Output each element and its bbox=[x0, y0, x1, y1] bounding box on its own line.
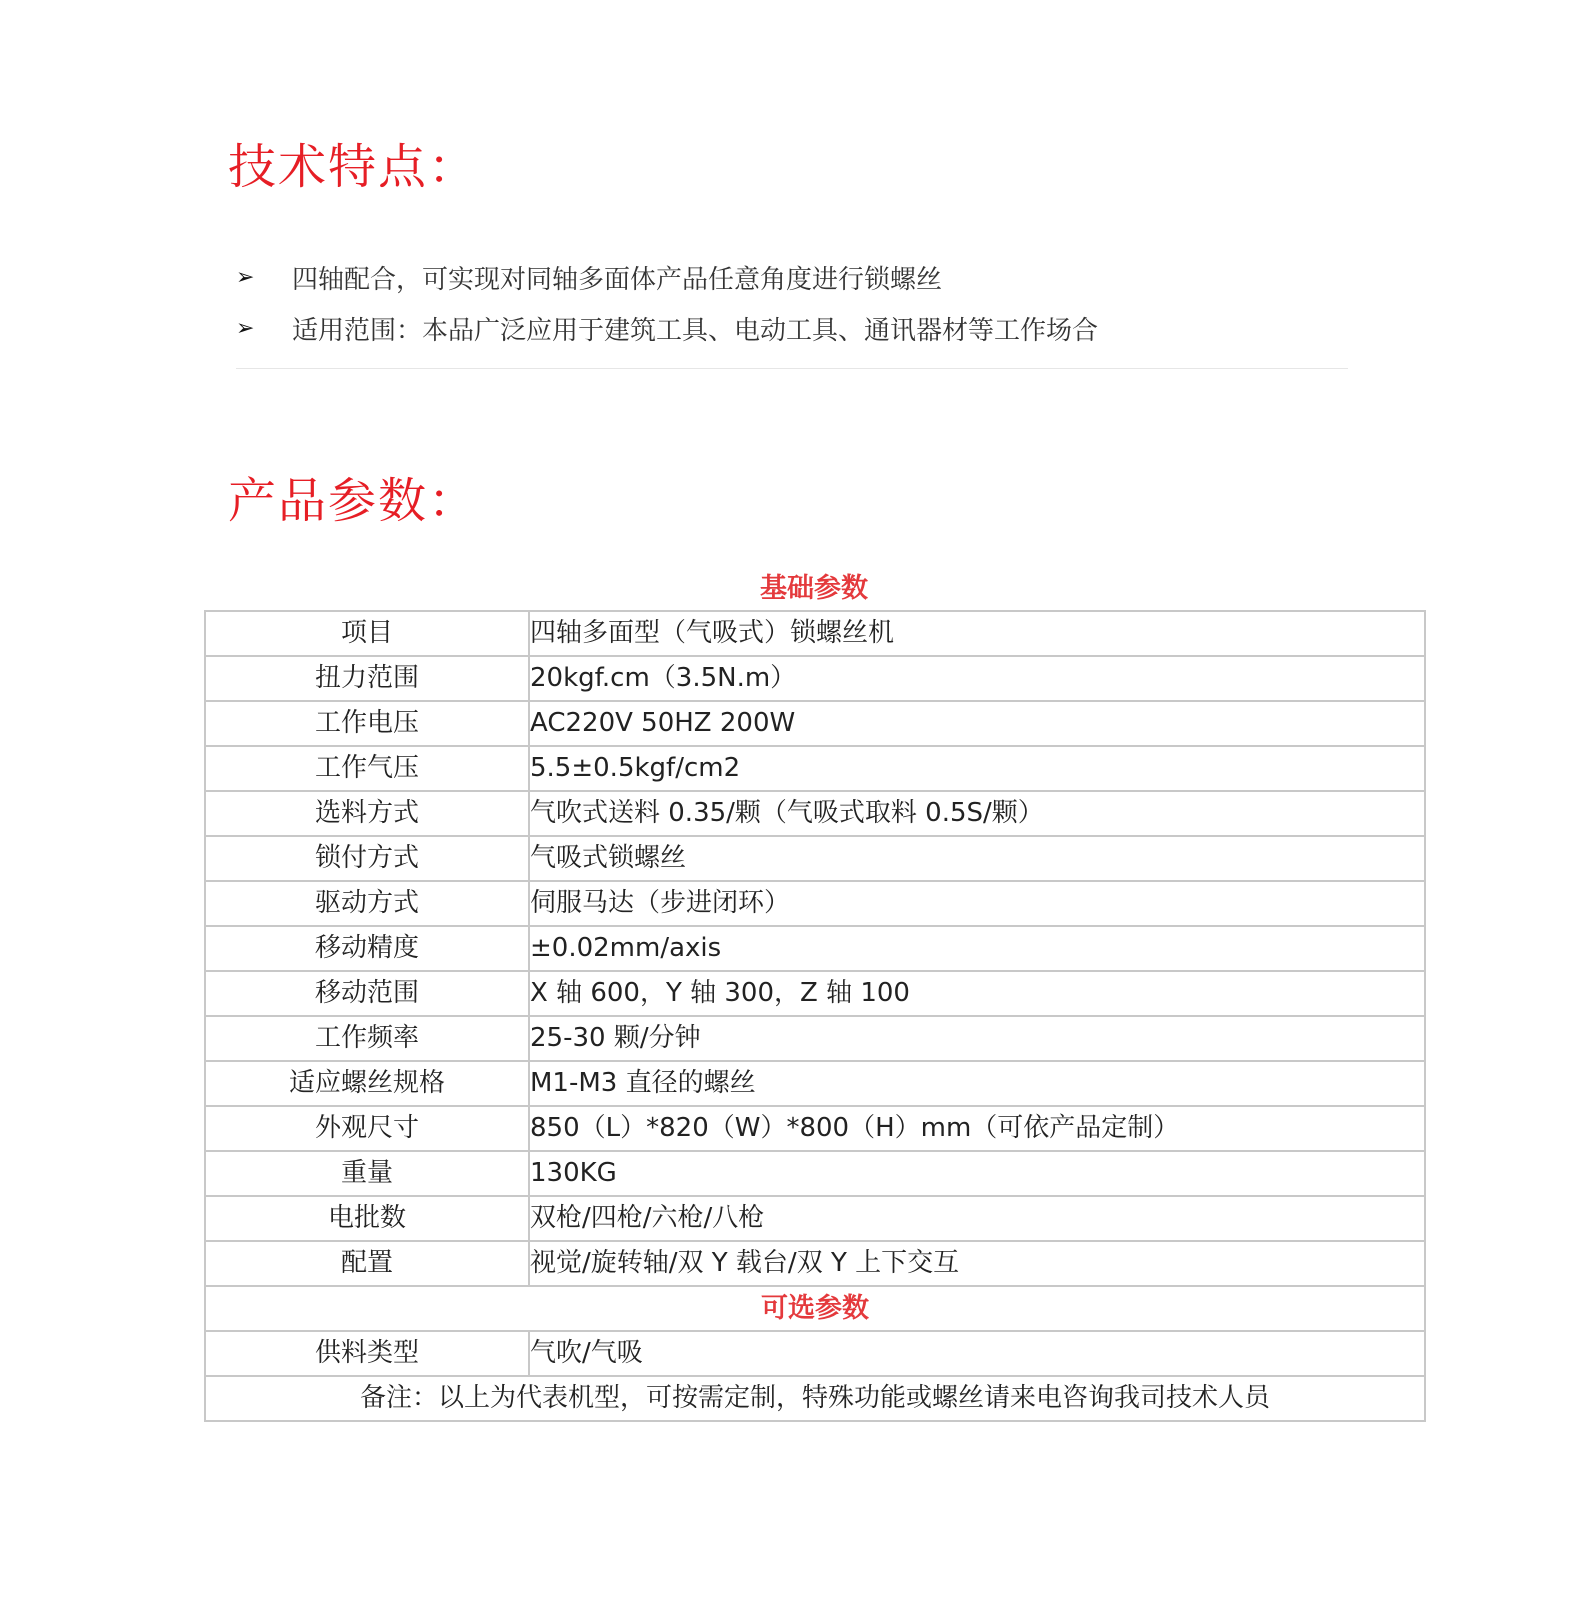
param-label: 扭力范围 bbox=[205, 656, 529, 701]
param-value: 850（L）*820（W）*800（H）mm（可依产品定制） bbox=[529, 1106, 1425, 1151]
arrow-bullet-icon: ➢ bbox=[236, 265, 255, 290]
feature-item bbox=[236, 303, 1348, 354]
table-row bbox=[205, 971, 1425, 1016]
table-row bbox=[205, 881, 1425, 926]
table-row bbox=[205, 656, 1425, 701]
basic-params-title: 基础参数 bbox=[760, 573, 868, 604]
feature-list bbox=[236, 252, 1348, 369]
section-row bbox=[205, 1286, 1425, 1331]
param-value: 视觉/旋转轴/双 Y 载台/双 Y 上下交互 bbox=[529, 1241, 1425, 1286]
feature-text: 四轴配合，可实现对同轴多面体产品任意角度进行锁螺丝 bbox=[292, 265, 943, 295]
arrow-bullet-icon: ➢ bbox=[236, 316, 255, 341]
param-value: ±0.02mm/axis bbox=[529, 926, 1425, 971]
table-row bbox=[205, 1241, 1425, 1286]
note-row bbox=[205, 1376, 1425, 1421]
table-row bbox=[205, 1196, 1425, 1241]
param-value: M1-M3 直径的螺丝 bbox=[529, 1061, 1425, 1106]
table-row bbox=[205, 1061, 1425, 1106]
param-value: 气吸式锁螺丝 bbox=[529, 836, 1425, 881]
param-label: 工作频率 bbox=[205, 1016, 529, 1061]
param-label: 供料类型 bbox=[205, 1331, 529, 1376]
tech-features-heading: 技术特点： bbox=[228, 139, 479, 195]
param-label: 外观尺寸 bbox=[205, 1106, 529, 1151]
param-label: 选料方式 bbox=[205, 791, 529, 836]
param-value: 25-30 颗/分钟 bbox=[529, 1016, 1425, 1061]
param-value: AC220V 50HZ 200W bbox=[529, 701, 1425, 746]
table-row bbox=[205, 1016, 1425, 1061]
table-row bbox=[205, 1331, 1425, 1376]
feature-text: 适用范围：本品广泛应用于建筑工具、电动工具、通讯器材等工作场合 bbox=[292, 316, 1099, 346]
param-value: 130KG bbox=[529, 1151, 1425, 1196]
param-value: 气吹式送料 0.35/颗（气吸式取料 0.5S/颗） bbox=[529, 791, 1425, 836]
param-label: 配置 bbox=[205, 1241, 529, 1286]
params-table bbox=[204, 610, 1426, 1422]
param-label: 工作气压 bbox=[205, 746, 529, 791]
param-value: 气吹/气吸 bbox=[529, 1331, 1425, 1376]
table-row bbox=[205, 836, 1425, 881]
table-row bbox=[205, 1106, 1425, 1151]
param-label: 项目 bbox=[205, 611, 529, 656]
table-row bbox=[205, 746, 1425, 791]
optional-params-title: 可选参数 bbox=[205, 1286, 1425, 1331]
table-row bbox=[205, 926, 1425, 971]
table-row bbox=[205, 791, 1425, 836]
param-label: 驱动方式 bbox=[205, 881, 529, 926]
param-value: 四轴多面型（气吸式）锁螺丝机 bbox=[529, 611, 1425, 656]
param-value: 5.5±0.5kgf/cm2 bbox=[529, 746, 1425, 791]
param-value: 伺服马达（步进闭环） bbox=[529, 881, 1425, 926]
param-label: 适应螺丝规格 bbox=[205, 1061, 529, 1106]
param-value: 20kgf.cm（3.5N.m） bbox=[529, 656, 1425, 701]
param-value: 双枪/四枪/六枪/八枪 bbox=[529, 1196, 1425, 1241]
param-label: 电批数 bbox=[205, 1196, 529, 1241]
param-label: 工作电压 bbox=[205, 701, 529, 746]
product-params-heading: 产品参数： bbox=[228, 473, 479, 529]
param-label: 移动精度 bbox=[205, 926, 529, 971]
param-label: 重量 bbox=[205, 1151, 529, 1196]
feature-item bbox=[236, 252, 1348, 303]
note-text: 备注：以上为代表机型，可按需定制，特殊功能或螺丝请来电咨询我司技术人员 bbox=[205, 1376, 1425, 1421]
param-value: X 轴 600，Y 轴 300，Z 轴 100 bbox=[529, 971, 1425, 1016]
param-label: 移动范围 bbox=[205, 971, 529, 1016]
table-row bbox=[205, 1151, 1425, 1196]
param-label: 锁付方式 bbox=[205, 836, 529, 881]
table-row bbox=[205, 611, 1425, 656]
table-row bbox=[205, 701, 1425, 746]
